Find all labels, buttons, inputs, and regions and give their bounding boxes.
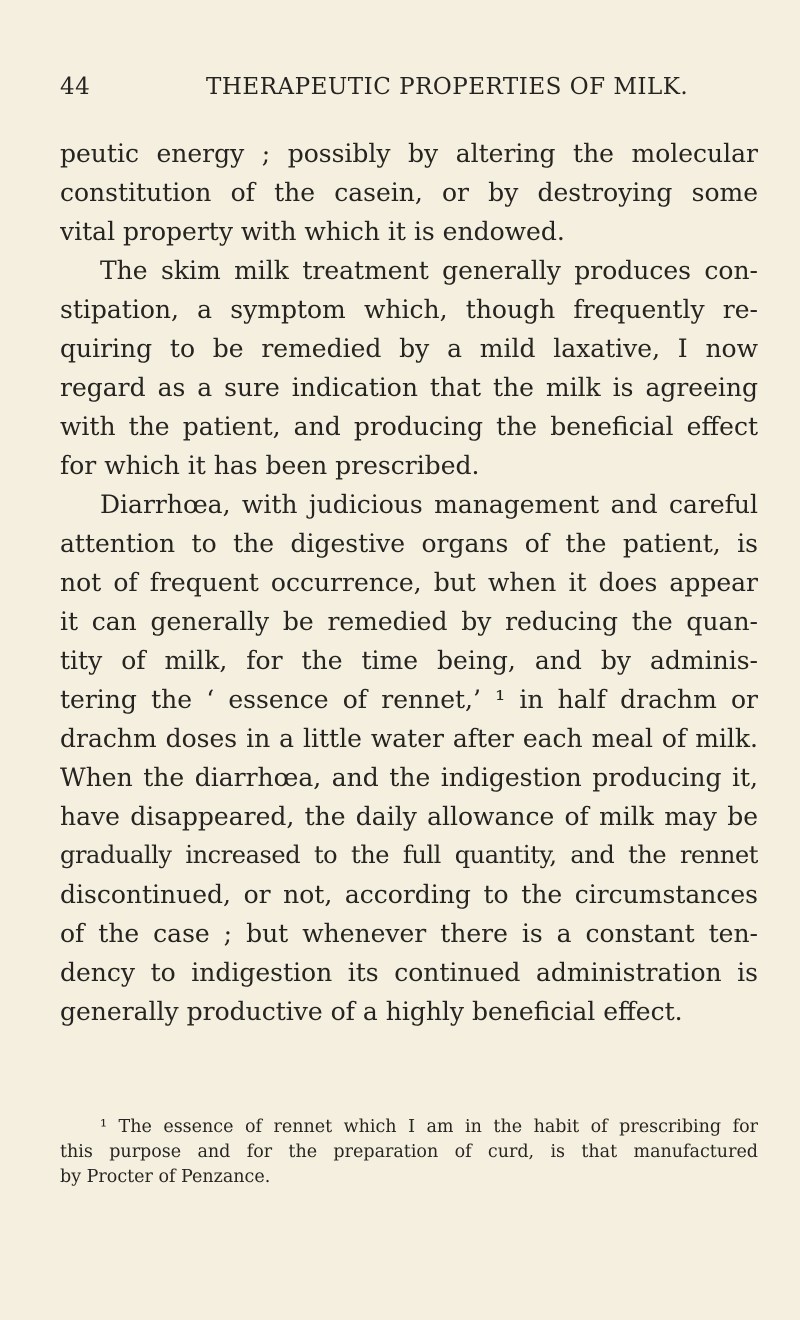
- text-line: stipation, a symptom which, though frequently re-: [60, 295, 758, 324]
- text-line: dency to indigestion its continued administration is: [60, 958, 758, 987]
- text-line: When the diarrhœa, and the indigestion producing it,: [60, 763, 758, 792]
- text-line: attention to the digestive organs of the patient, is: [60, 529, 758, 558]
- page-number: 44: [60, 74, 91, 100]
- text-line: gradually increased to the full quantity, and the rennet: [60, 841, 758, 869]
- text-line: vital property with which it is endowed.: [60, 217, 565, 246]
- text-line: discontinued, or not, according to the circumstances: [60, 880, 758, 909]
- text-line: it can generally be remedied by reducing the quan-: [60, 607, 758, 636]
- footnote-line: this purpose and for the preparation of curd, is that manufactured: [60, 1142, 758, 1162]
- text-line: quiring to be remedied by a mild laxative, I now: [60, 334, 758, 363]
- text-line: generally productive of a highly beneficial effect.: [60, 997, 683, 1026]
- text-line: regard as a sure indication that the milk is agreeing: [60, 373, 758, 402]
- text-line: peutic energy ; possibly by altering the molecular: [60, 139, 758, 168]
- text-line: tering the ‘ essence of rennet,’ ¹ in half drachm or: [60, 685, 758, 714]
- body-text: [60, 134, 758, 1031]
- footnote-line: by Procter of Penzance.: [60, 1167, 271, 1187]
- text-line: not of frequent occurrence, but when it does appear: [60, 568, 758, 597]
- text-line: The skim milk treatment generally produces con-: [100, 256, 758, 285]
- text-line: with the patient, and producing the beneficial effect: [60, 412, 758, 441]
- text-line: for which it has been prescribed.: [60, 451, 480, 480]
- running-head: [60, 74, 758, 114]
- text-line: Diarrhœa, with judicious management and careful: [100, 490, 758, 519]
- running-title: THERAPEUTIC PROPERTIES OF MILK.: [206, 74, 689, 100]
- text-line: constitution of the casein, or by destroying some: [60, 178, 758, 207]
- footnote: [60, 1116, 758, 1191]
- text-line: tity of milk, for the time being, and by adminis-: [60, 646, 758, 675]
- text-line: drachm doses in a little water after each meal of milk.: [60, 724, 758, 753]
- text-line: of the case ; but whenever there is a constant ten-: [60, 919, 758, 948]
- footnote-line: ¹ The essence of rennet which I am in the habit of prescribing for: [100, 1117, 758, 1137]
- text-line: have disappeared, the daily allowance of milk may be: [60, 802, 758, 831]
